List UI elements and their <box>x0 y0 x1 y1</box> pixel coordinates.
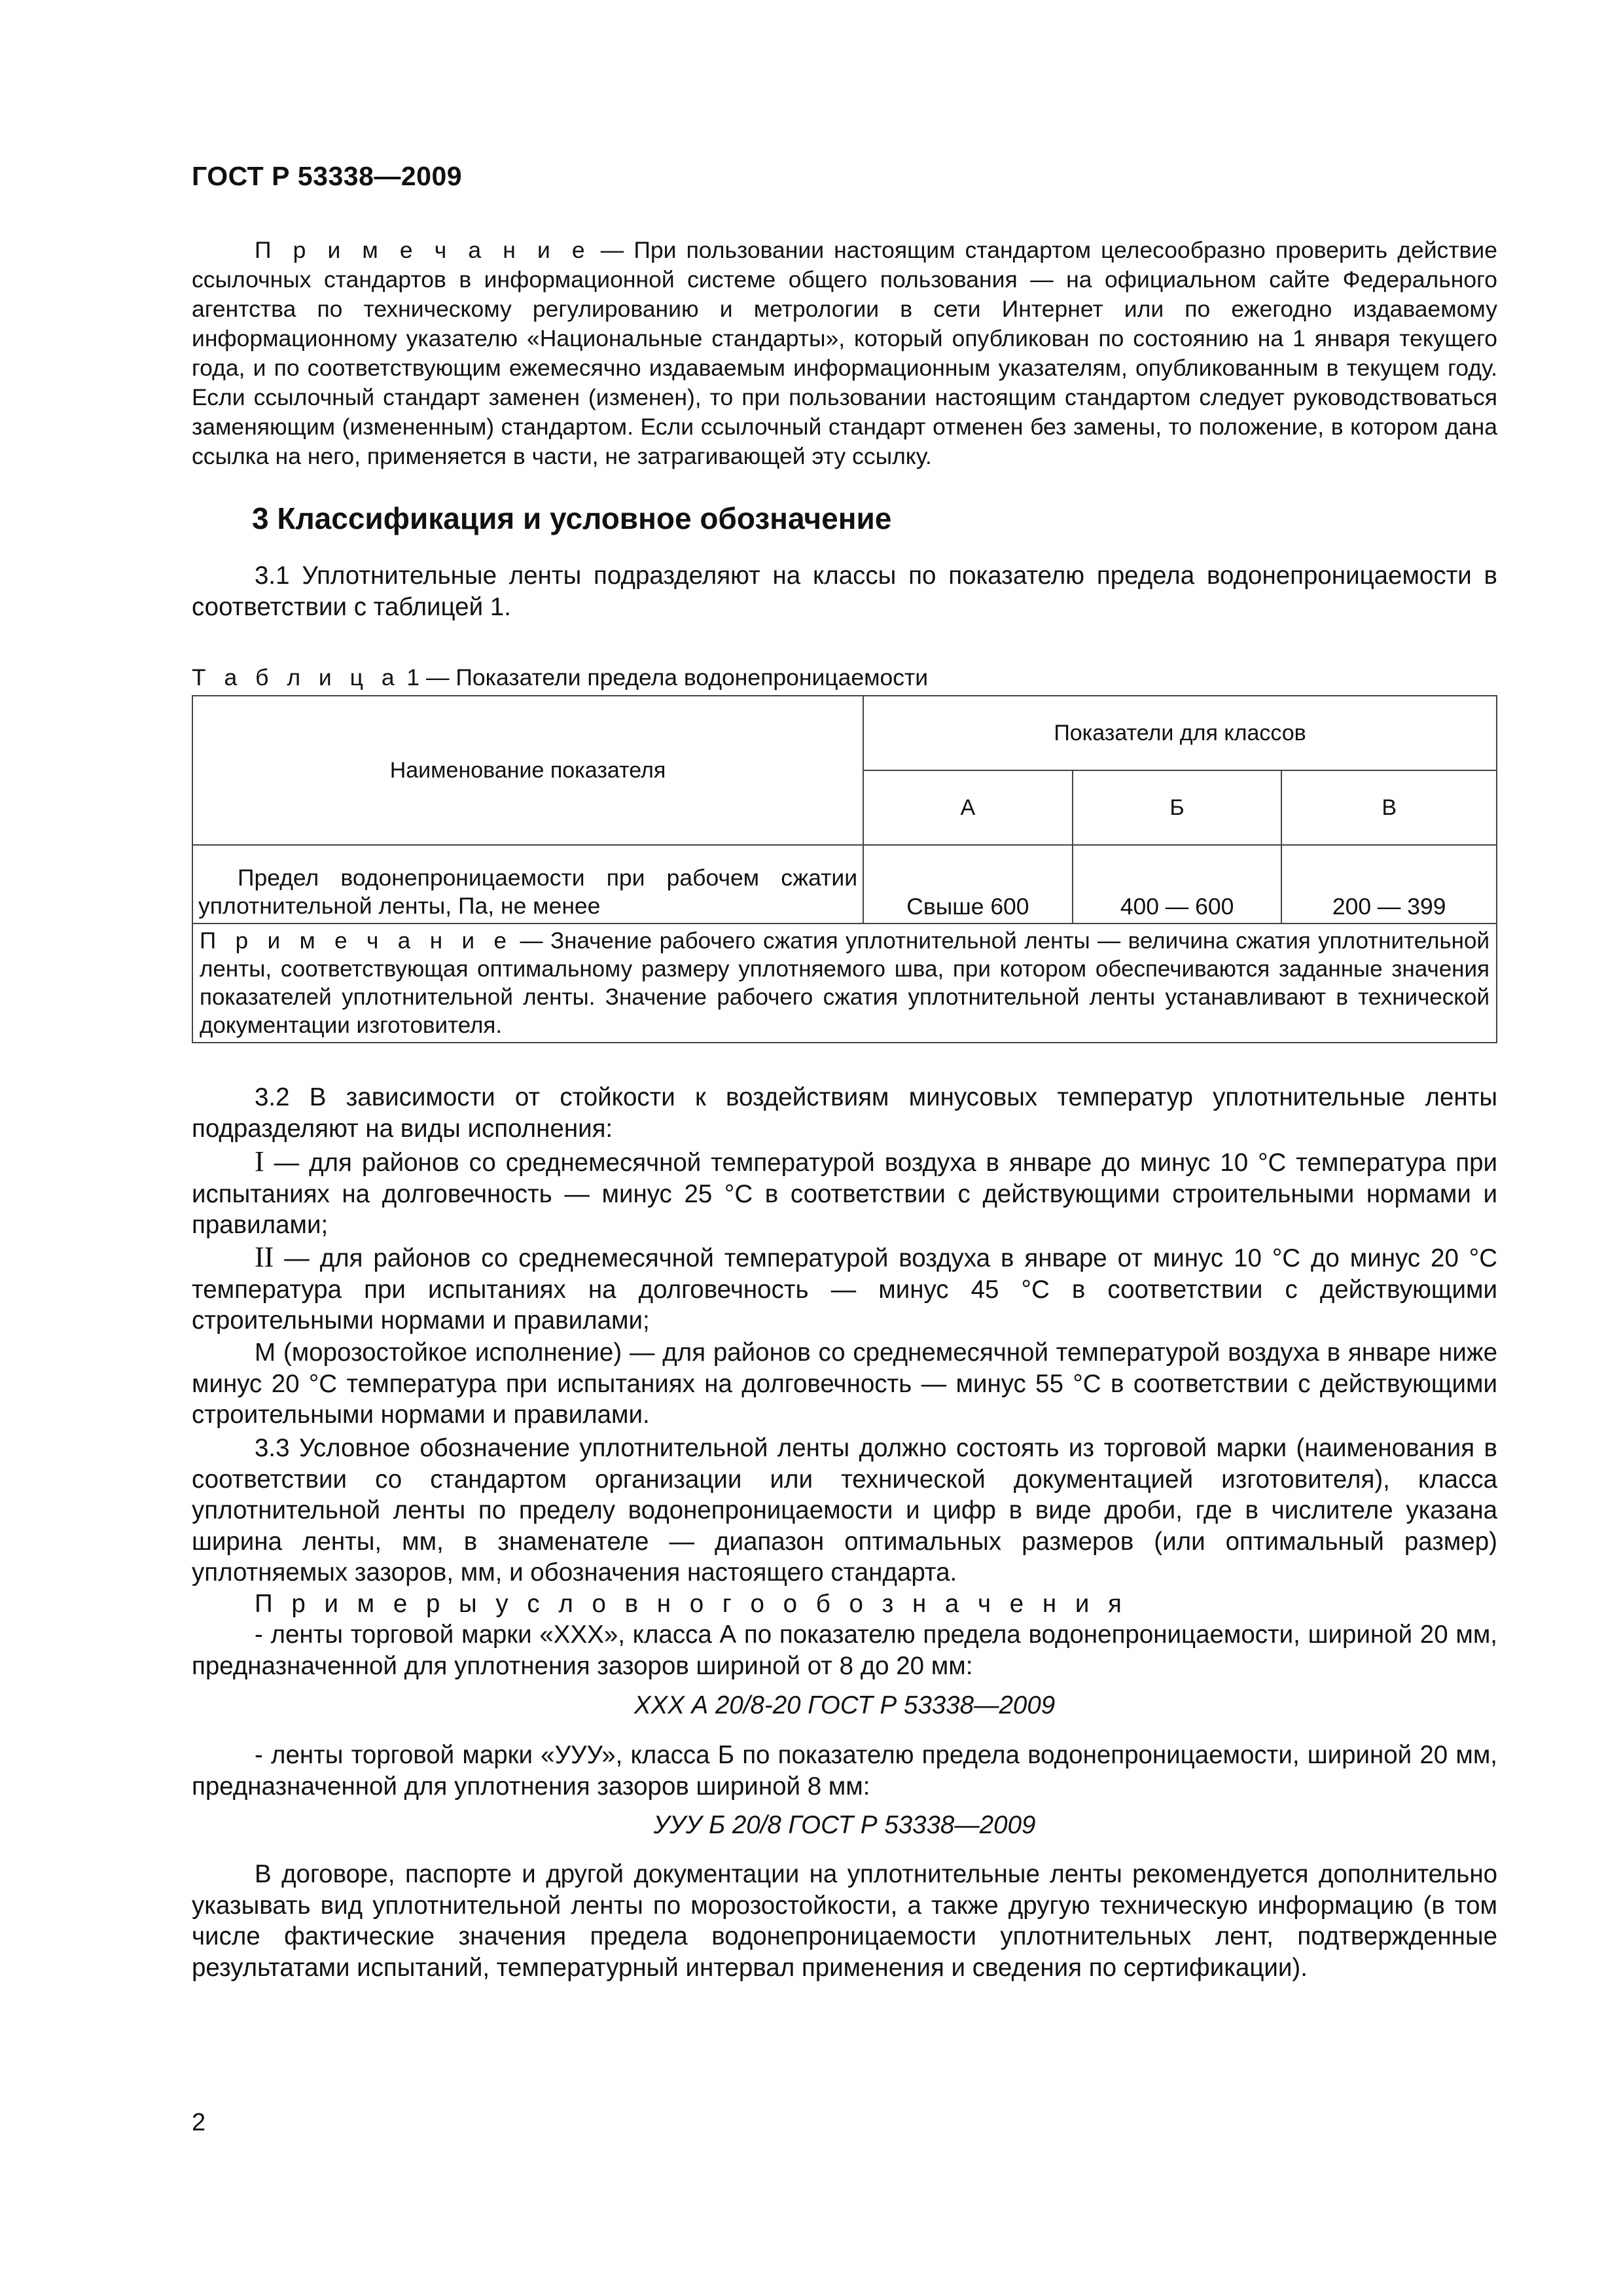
table-header-class: А <box>863 770 1073 845</box>
table-caption <box>192 664 928 691</box>
table-note-text: — Значение рабочего сжатия уплотнительной ленты — величина сжатия уплотнительной ленты, соответствующая оптимальному размеру уплотняемого шва, при котором обеспечиваются заданные значения показателей уплотнительной ленты. Значение рабочего сжатия уплотнительной ленты устанавливают в технической документации изготовителя. <box>200 928 1489 1038</box>
table-row-name: Предел водонепроницаемости при рабочем сжатии уплотнительной ленты, Па, не менее <box>192 845 863 924</box>
examples-label <box>192 1588 1497 1620</box>
table-header-class: Б <box>1073 770 1282 845</box>
execution-type-2 <box>192 1242 1497 1336</box>
page-number: 2 <box>192 2109 206 2136</box>
table-note <box>192 924 1497 1043</box>
paragraph-3-3: 3.3 Условное обозначение уплотнительной ленты должно состоять из торговой марки (наименования в соответствии со стандартом организации или технической документацией изготовителя), класса уплотнительной ленты по пределу водонепроницаемости и цифр в виде дроби, где в числителе указана ширина ленты, мм, в знаменателе — диапазон оптимальных размеров (или оптимальный размер) уплотняемых зазоров, мм, и обозначения настоящего стандарта. <box>192 1434 1497 1587</box>
table-note-label: П р и м е ч а н и е <box>200 928 513 954</box>
table-cell: 400 — 600 <box>1073 845 1282 924</box>
section-heading: 3 Классификация и условное обозначение <box>252 501 892 535</box>
classification-table <box>192 695 1497 1043</box>
table-header-classes: Показатели для классов <box>863 696 1497 770</box>
table-cell: Свыше 600 <box>863 845 1073 924</box>
reference-note <box>192 236 1497 471</box>
execution-mark-1: I <box>255 1145 264 1177</box>
examples-label-text: П р и м е р ы у с л о в н о г о о б о з н а ч е н и я <box>255 1590 1128 1618</box>
execution-text-2: — для районов со среднемесячной температурой воздуха в январе от минус 10 °С до минус 20 °С температура при испытаниях на долговечность — минус 45 °С в соответствии с действующими строительными нормами и правилами; <box>192 1244 1497 1335</box>
execution-mark-2: II <box>255 1241 274 1273</box>
execution-text-1: — для районов со среднемесячной температурой воздуха в январе до минус 10 °С температура при испытаниях на долговечность — минус 25 °С в соответствии с действующими строительными нормами и правилами; <box>192 1149 1497 1239</box>
example-1-code: ХХХ А 20/8-20 ГОСТ Р 53338—2009 <box>633 1691 1056 1719</box>
document-code: ГОСТ Р 53338—2009 <box>192 161 463 191</box>
table-header-class: В <box>1281 770 1497 845</box>
table-header-name: Наименование показателя <box>192 696 863 845</box>
paragraph-3-2: 3.2 В зависимости от стойкости к воздействиям минусовых температур уплотнительные ленты подразделяют на виды исполнения: <box>192 1083 1497 1143</box>
example-2-text: - ленты торговой марки «УУУ», класса Б по показателю предела водонепроницаемости, шириной 20 мм, предназначенной для уплотнения зазоров шириной 8 мм: <box>192 1741 1497 1801</box>
note-text: — При пользовании настоящим стандартом целесообразно проверить действие ссылочных стандартов в информационной системе общего пользования — на официальном сайте Федерального агентства по техническому регулированию и метрологии в сети Интернет или по ежегодно издаваемому информационному указателю «Национальные стандарты», который опубликован по состоянию на 1 января текущего года, и по соответствующим ежемесячно издаваемым информационным указателям, опубликованным в текущем году. Если ссылочный стандарт заменен (изменен), то при пользовании настоящим стандартом следует руководствоваться заменяющим (измененным) стандартом. Если ссылочный стандарт отменен без замены, то положение, в котором дана ссылка на него, применяется в части, не затрагивающей эту ссылку. <box>192 237 1497 469</box>
table-caption-label: Т а б л и ц а <box>192 664 401 691</box>
note-label: П р и м е ч а н и е <box>255 237 591 263</box>
final-paragraph: В договоре, паспорте и другой документации на уплотнительные ленты рекомендуется дополнительно указывать вид уплотнительной ленты по морозостойкости, а также другую техническую информацию (в том числе фактические значения предела водонепроницаемости уплотнительных лент, подтвержденные результатами испытаний, температурный интервал применения и сведения по сертификации). <box>192 1860 1497 1982</box>
example-1-text: - ленты торговой марки «ХХХ», класса А по показателю предела водонепроницаемости, шириной 20 мм, предназначенной для уплотнения зазоров шириной от 8 до 20 мм: <box>192 1621 1497 1680</box>
table-cell: 200 — 399 <box>1281 845 1497 924</box>
example-2-code: УУУ Б 20/8 ГОСТ Р 53338—2009 <box>653 1811 1036 1839</box>
execution-type-m: М (морозостойкое исполнение) — для районов со среднемесячной температурой воздуха в январе ниже минус 20 °С температура при испытаниях на долговечность — минус 55 °С в соответствии с действующими строительными нормами и правилами. <box>192 1338 1497 1429</box>
paragraph-3-1: 3.1 Уплотнительные ленты подразделяют на классы по показателю предела водонепроницаемости в соответствии с таблицей 1. <box>192 562 1497 621</box>
execution-type-1 <box>192 1146 1497 1241</box>
table-caption-text: 1 — Показатели предела водонепроницаемости <box>400 664 929 691</box>
